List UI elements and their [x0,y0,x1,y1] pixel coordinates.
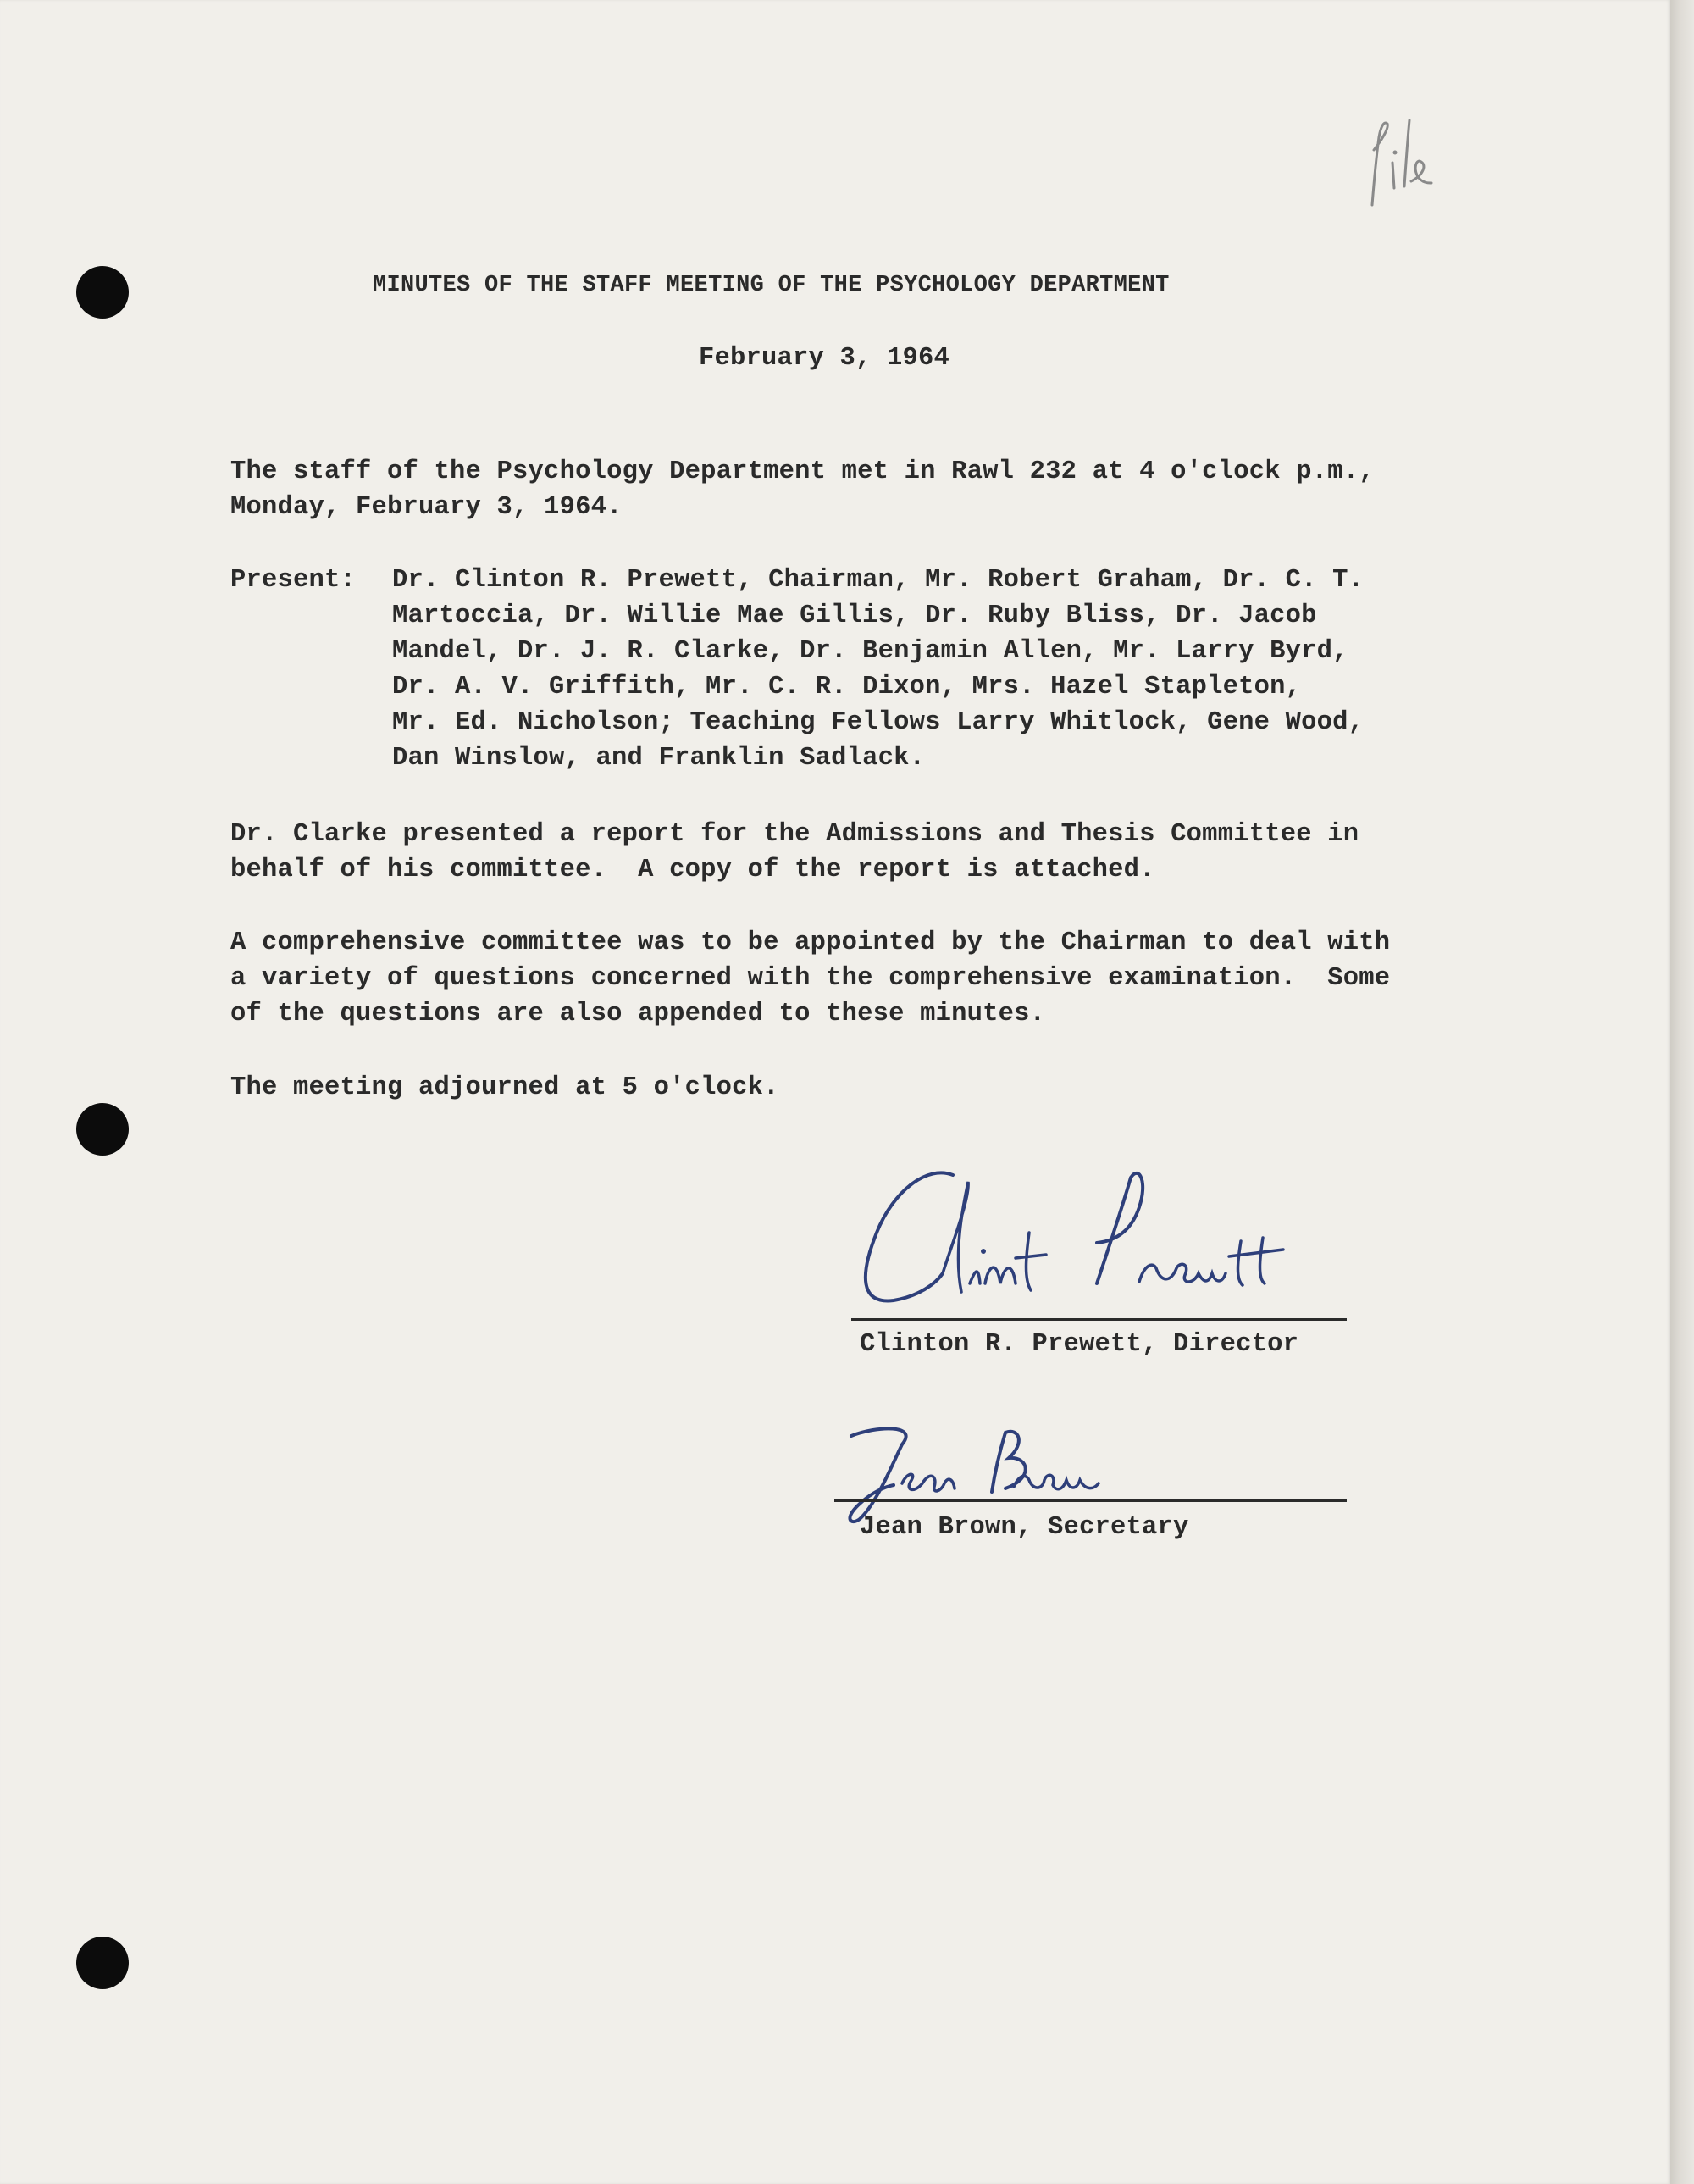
present-line-4: Dr. A. V. Griffith, Mr. C. R. Dixon, Mrs. Hazel Stapleton, [392,673,1302,701]
page-edge-shadow [1670,0,1694,2184]
report-line-1: Dr. Clarke presented a report for the Admissions and Thesis Committee in [230,820,1359,849]
present-line-1: Dr. Clinton R. Prewett, Chairman, Mr. Robert Graham, Dr. C. T. [392,566,1365,595]
document-title: MINUTES OF THE STAFF MEETING OF THE PSYCHOLOGY DEPARTMENT [373,273,1170,298]
punch-hole-top [76,266,129,319]
intro-line-2: Monday, February 3, 1964. [230,493,623,522]
committee-line-3: of the questions are also appended to these minutes. [230,1000,1046,1028]
secretary-name: Jean Brown, Secretary [860,1513,1189,1542]
meeting-date: February 3, 1964 [699,344,950,373]
present-line-6: Dan Winslow, and Franklin Sadlack. [392,744,926,773]
director-signature-line [851,1318,1347,1321]
director-signature [843,1156,1342,1322]
adjourn-line: The meeting adjourned at 5 o'clock. [230,1073,779,1102]
present-label: Present: [230,566,357,595]
punch-hole-bottom [76,1937,129,1989]
present-line-5: Mr. Ed. Nicholson; Teaching Fellows Larry Whitlock, Gene Wood, [392,708,1365,737]
present-line-3: Mandel, Dr. J. R. Clarke, Dr. Benjamin Allen, Mr. Larry Byrd, [392,637,1348,666]
secretary-signature-line [834,1499,1347,1502]
intro-line-1: The staff of the Psychology Department met in Rawl 232 at 4 o'clock p.m., [230,457,1375,486]
handwritten-file-note [1355,103,1448,218]
director-name: Clinton R. Prewett, Director [860,1330,1299,1359]
report-line-2: behalf of his committee. A copy of the report is attached. [230,856,1155,884]
present-line-2: Martoccia, Dr. Willie Mae Gillis, Dr. Ruby Bliss, Dr. Jacob [392,601,1317,630]
committee-line-2: a variety of questions concerned with the comprehensive examination. Some [230,964,1391,993]
punch-hole-middle [76,1103,129,1156]
committee-line-1: A comprehensive committee was to be appointed by the Chairman to deal with [230,928,1391,957]
